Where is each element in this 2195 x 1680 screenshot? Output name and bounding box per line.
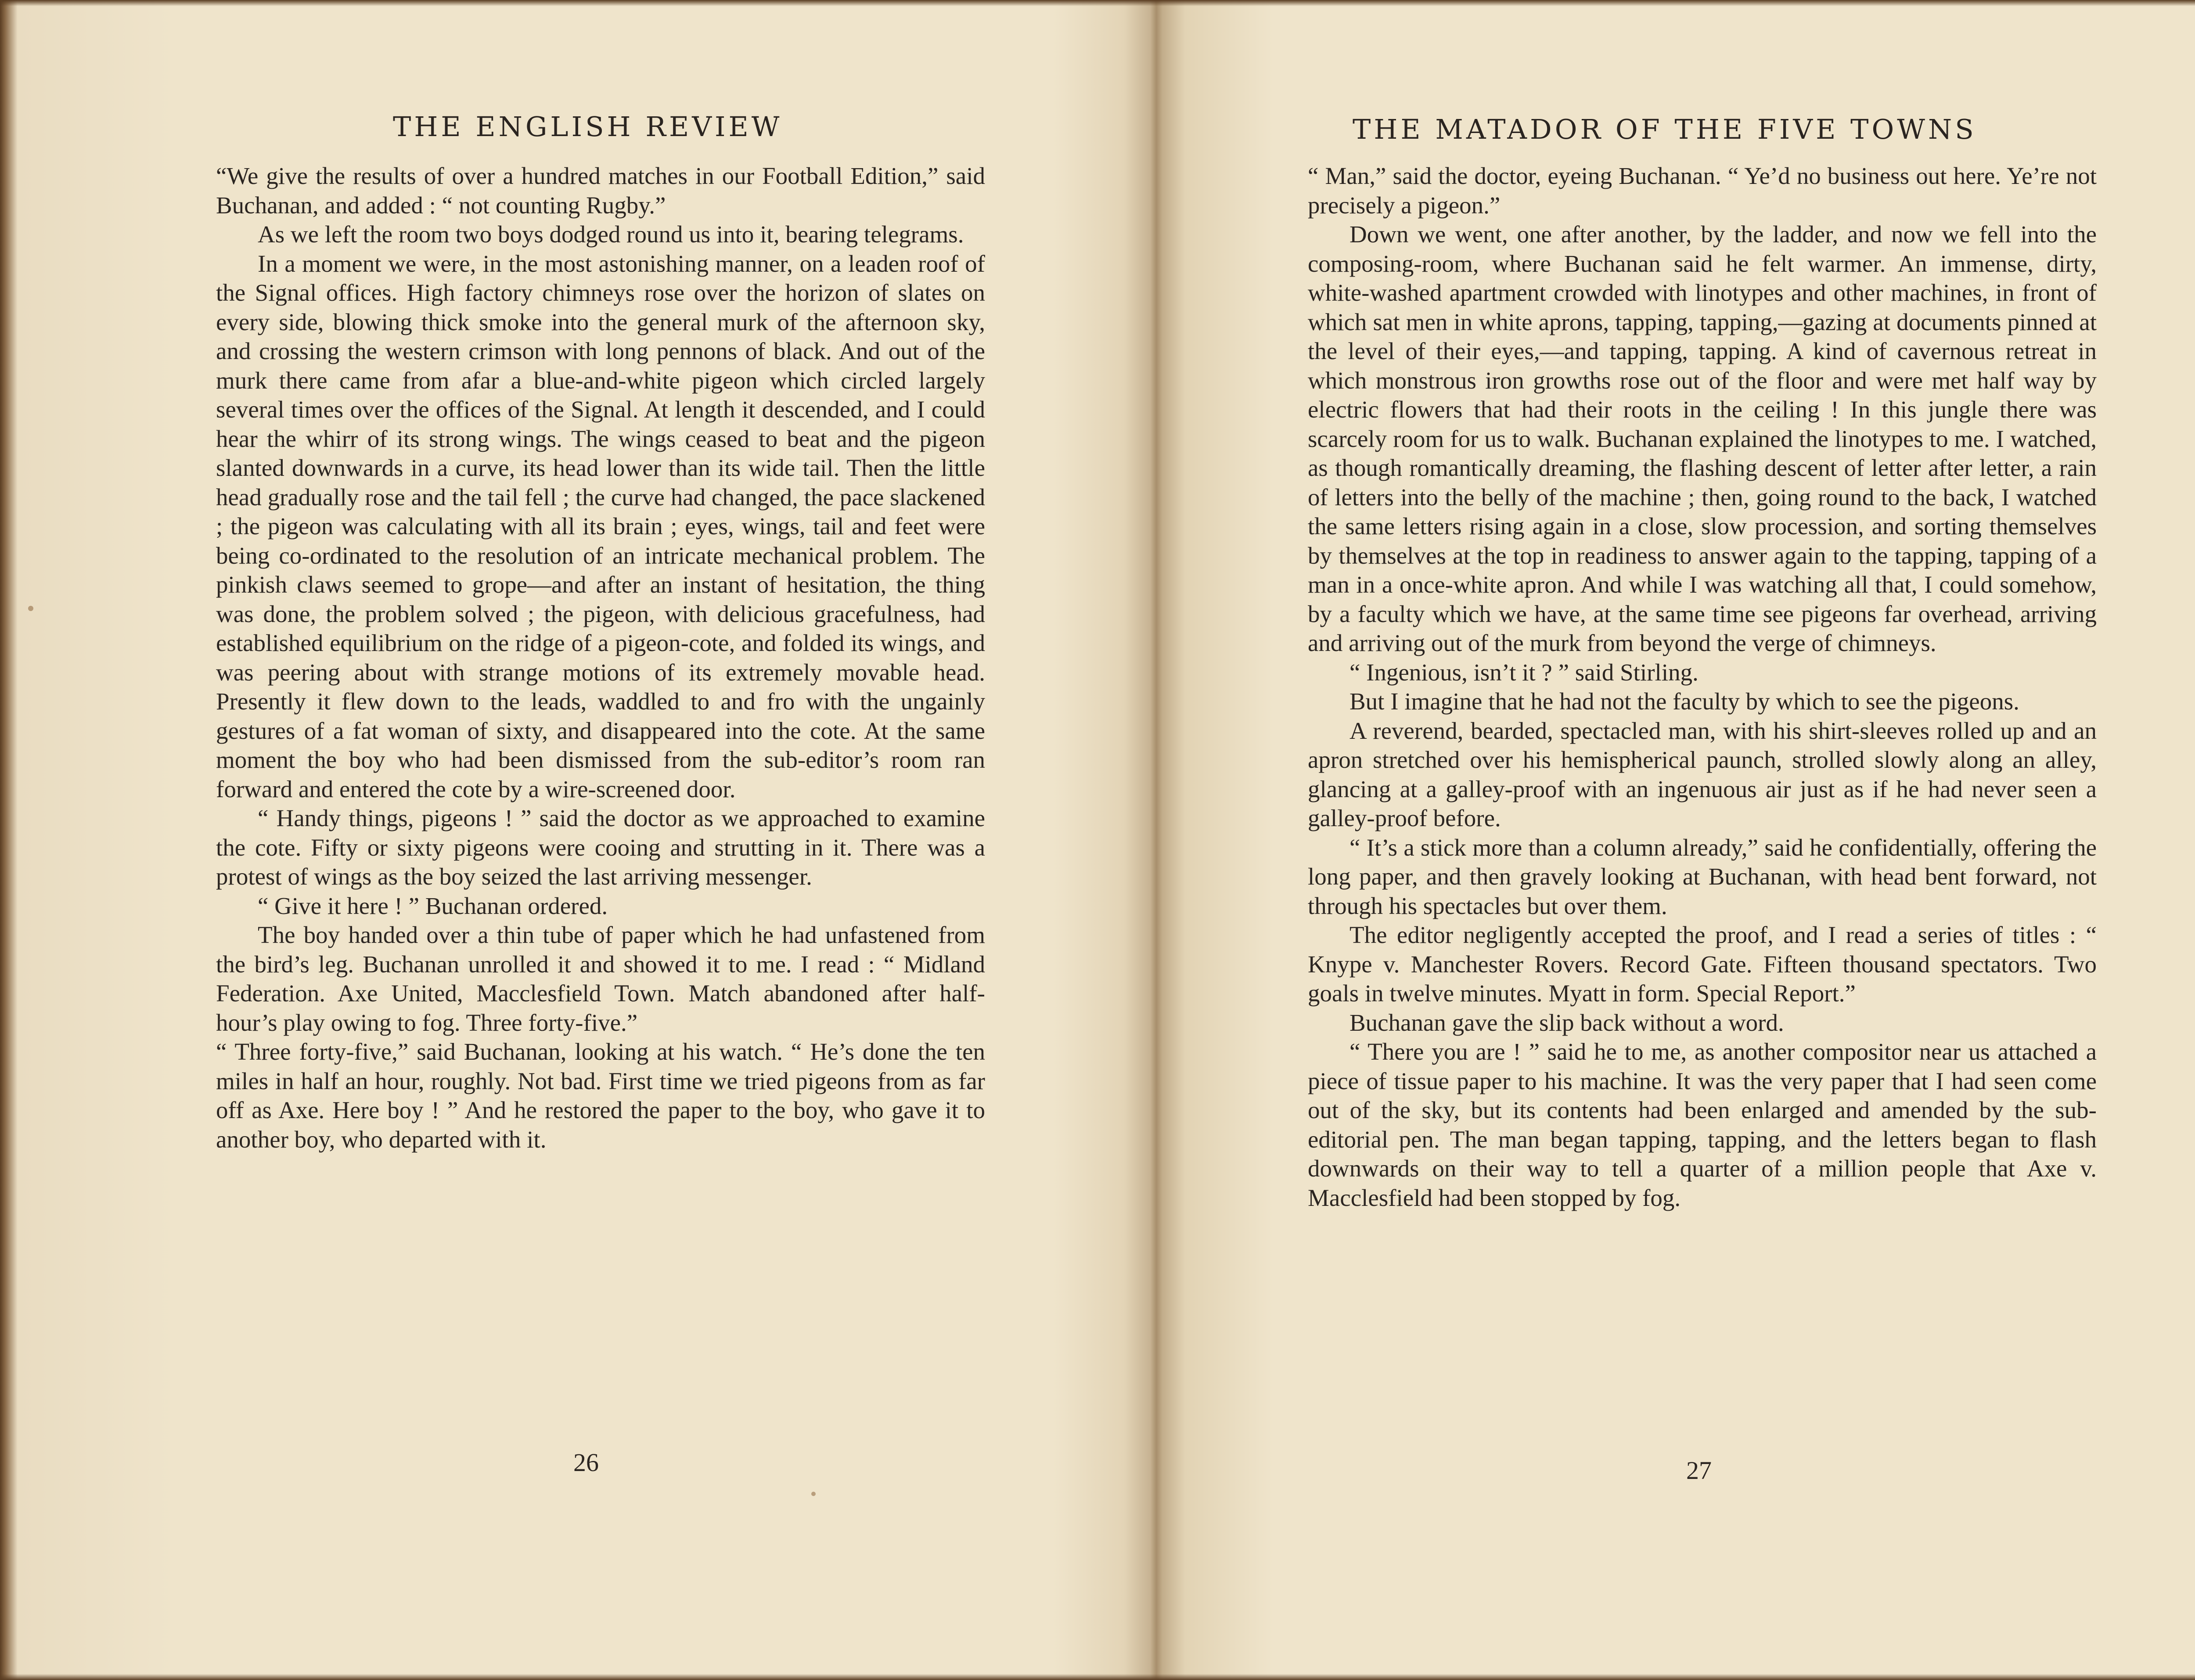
right-page — [1156, 0, 2195, 1680]
paragraph: “ Handy things, pigeons ! ” said the doctor as we approached to examine the cote. Fifty or sixty pigeons were cooing and strutting in it. There was a protest of wings as the boy seized the last arriving messenger. — [216, 805, 985, 890]
running-head-left: THE ENGLISH REVIEW — [393, 111, 783, 143]
page-number-right: 27 — [1686, 1456, 1712, 1485]
running-head-right: THE MATADOR OF THE FIVE TOWNS — [1353, 113, 1977, 145]
paragraph: Down we went, one after another, by the ladder, and now we fell into the composing-room, where Buchanan said he felt warmer. An immense, dirty, white-washed apartment crowded with linotypes and other machines, in front of which sat men in white aprons, tapping, tapping,—gazing at documents pinned at the level of their eyes,—and tapping, tapping. A kind of cavernous retreat in which monstrous iron growths rose out of the floor and were met half way by electric flowers that had their roots in the ceiling ! In this jungle there was scarcely room for us to walk. Buchanan explained the linotypes to me. I watched, as though romantically dreaming, the flashing descent of letter after letter, a rain of letters into the belly of the machine ; then, going round to the back, I watched the same letters rising again in a close, slow procession, and sorting themselves by themselves at the top in readiness to answer again to the tapping, tapping of a man in a once-white apron. And while I was watching all that, I could somehow, by a faculty which we have, at the same time see pigeons far overhead, arriving and arriving out of the murk from beyond the verge of chimneys. — [1308, 221, 2097, 656]
paper-spot — [811, 1492, 816, 1496]
body-text-right — [1308, 162, 2097, 1212]
paragraph: “ It’s a stick more than a column already,” said he confidentially, offering the long paper, and then gravely looking at Buchanan, with head bent forward, not through his spectacles but over them. — [1308, 834, 2097, 919]
paragraph: “ Ingenious, isn’t it ? ” said Stirling. — [1349, 658, 1698, 686]
paragraph: In a moment we were, in the most astonishing manner, on a leaden roof of the Signal offices. High factory chimneys rose over the horizon of slates on every side, blowing thick smoke into the general murk of the afternoon sky, and crossing the western crimson with long pennons of black. And out of the murk there came from afar a blue-and-white pigeon which circled largely several times over the offices of the Signal. At length it descended, and I could hear the whirr of its strong wings. The wings ceased to beat and the pigeon slanted downwards in a curve, its head lower than its wide tail. Then the little head gradually rose and the tail fell ; the curve had changed, the pace slackened ; the pigeon was calculating with all its brain ; eyes, wings, tail and feet were being co-ordinated to the resolution of an intricate mechanical problem. The pinkish claws seemed to grope—and after an instant of hesitation, the thing was done, the problem solved ; the pigeon, with delicious gracefulness, had established equilibrium on the ridge of a pigeon-cote, and folded its wings, and was peering about with strange motions of its extremely movable head. Presently it flew down to the leads, waddled to and fro with the ungainly gestures of a fat woman of sixty, and disappeared into the cote. At the same moment the boy who had been dismissed from the sub-editor’s room ran forward and entered the cote by a wire-screened door. — [216, 250, 985, 802]
paragraph: The boy handed over a thin tube of paper which he had unfastened from the bird’s leg. Buchanan unrolled it and showed it to me. I read : “ Midland Federation. Axe United, Macclesfield Town. Match abandoned after half-hour’s play owing to fog. Three forty-five.” — [216, 921, 985, 1036]
page-number-left: 26 — [573, 1448, 599, 1477]
body-text-left — [216, 162, 985, 1154]
paragraph: “ Three forty-five,” said Buchanan, looking at his watch. “ He’s done the ten miles in half an hour, roughly. Not bad. First time we tried pigeons from as far off as Axe. Here boy ! ” And he restored the paper to the boy, who gave it to another boy, who departed with it. — [216, 1038, 985, 1153]
paragraph: Buchanan gave the slip back without a word. — [1349, 1009, 1784, 1036]
paragraph: “We give the results of over a hundred matches in our Football Edition,” said Buchanan, and added : “ not counting Rugby.” — [216, 162, 985, 219]
paragraph: The editor negligently accepted the proof, and I read a series of titles : “ Knype v. Manchester Rovers. Record Gate. Fifteen thousand spectators. Two goals in twelve minutes. Myatt in form. Special Report.” — [1308, 921, 2097, 1007]
paragraph: “ Give it here ! ” Buchanan ordered. — [258, 892, 608, 919]
paragraph: But I imagine that he had not the faculty by which to see the pigeons. — [1349, 688, 2019, 715]
paragraph: As we left the room two boys dodged round us into it, bearing telegrams. — [258, 221, 964, 248]
paper-spot — [28, 606, 33, 611]
paragraph: “ Man,” said the doctor, eyeing Buchanan. “ Ye’d no business out here. Ye’re not precisely a pigeon.” — [1308, 162, 2097, 219]
paragraph: “ There you are ! ” said he to me, as another compositor near us attached a piece of tissue paper to his machine. It was the very paper that I had seen come out of the sky, but its contents had been enlarged and amended by the sub-editorial pen. The man began tapping, tapping, and the letters began to flash downwards on their way to tell a quarter of a million people that Axe v. Macclesfield had been stopped by fog. — [1308, 1038, 2097, 1211]
paragraph: A reverend, bearded, spectacled man, with his shirt-sleeves rolled up and an apron stretched over his hemispherical paunch, strolled slowly along an alley, glancing at a galley-proof with an ingenuous air just as if he had never seen a galley-proof before. — [1308, 717, 2097, 831]
